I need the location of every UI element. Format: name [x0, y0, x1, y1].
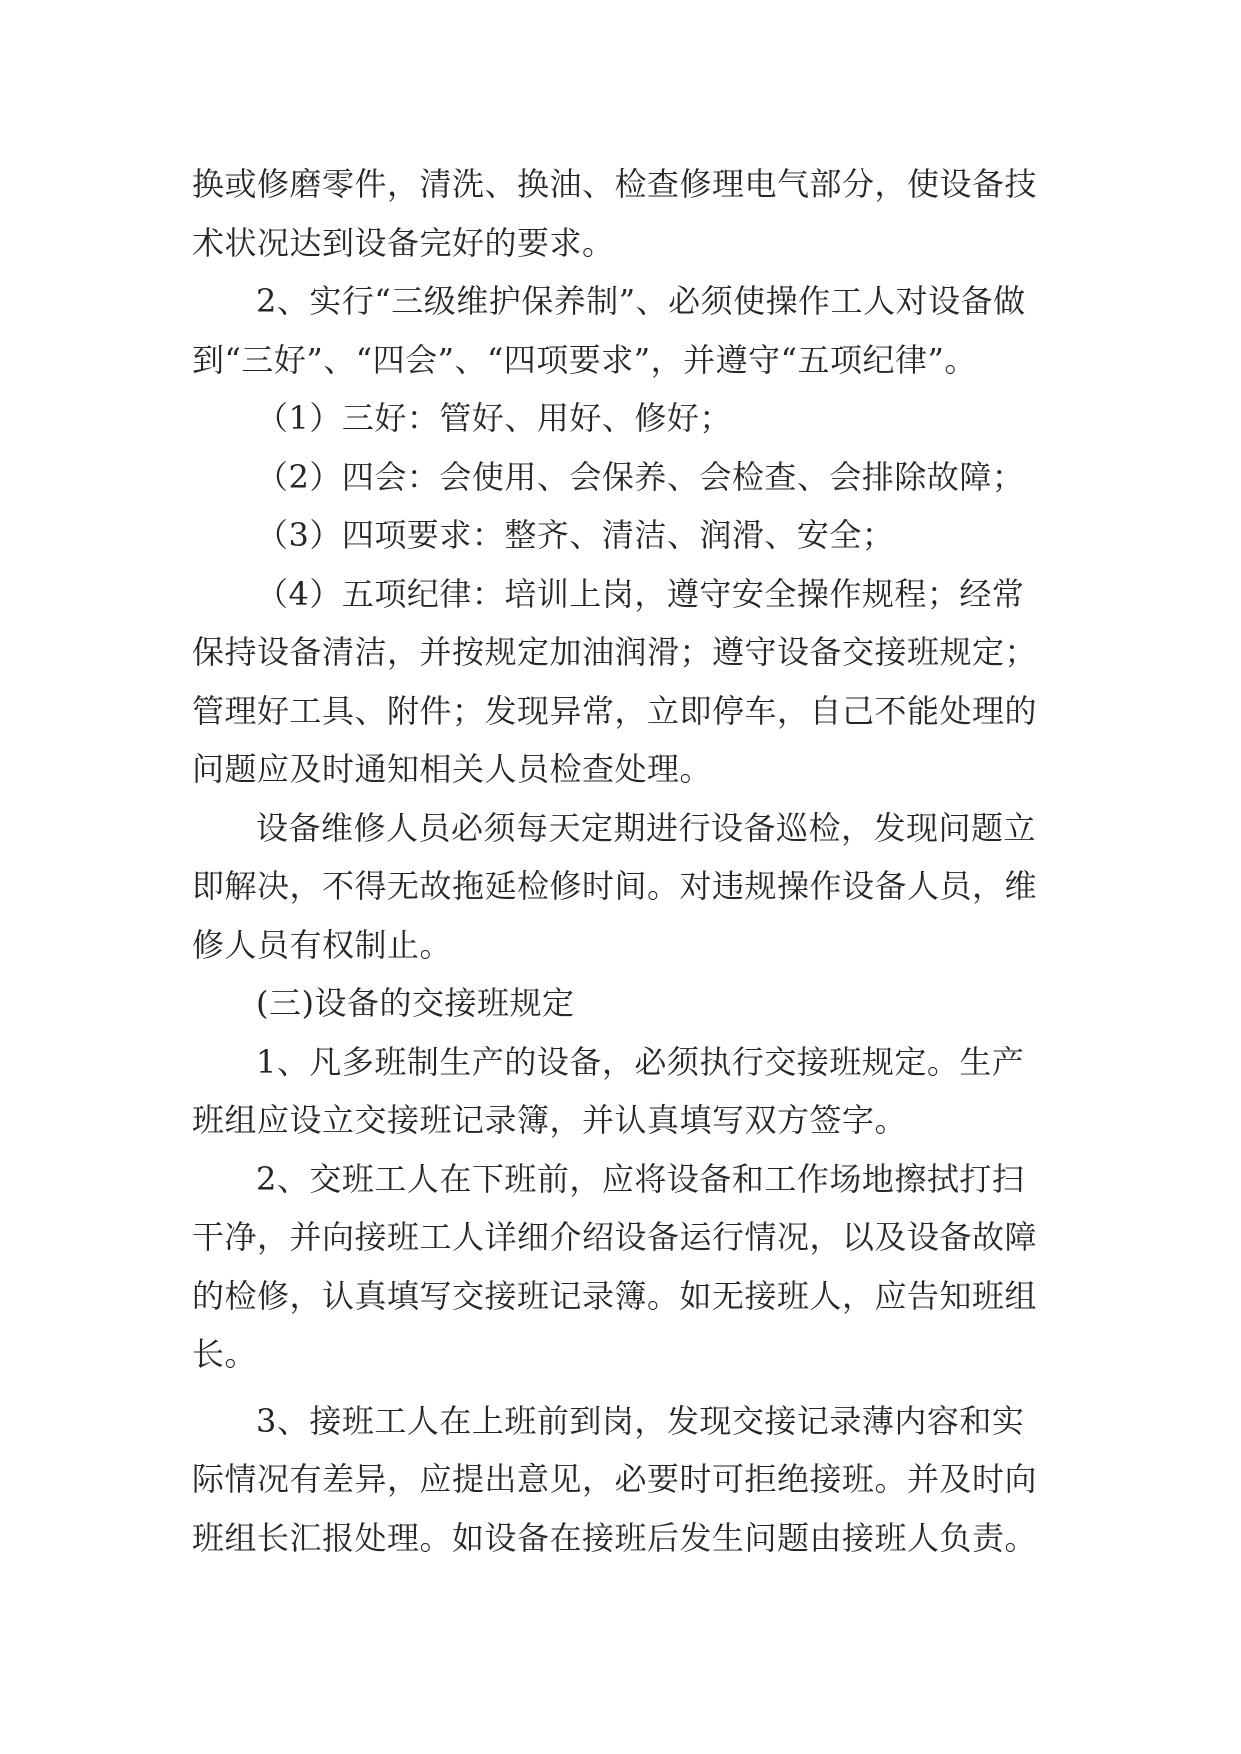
- text-line: 保持设备清洁，并按规定加油润滑；遵守设备交接班规定；: [192, 633, 1038, 671]
- text-line: 术状况达到设备完好的要求。: [192, 223, 615, 262]
- text-line: 2、交班工人在下班前，应将设备和工作场地擦拭打扫: [256, 1159, 1025, 1198]
- text-line: 到“三好”、“四会”、“四项要求”，并遵守“五项纪律”。: [192, 340, 977, 379]
- list-item: （3）四项要求：整齐、清洁、润滑、安全；: [256, 516, 895, 554]
- text-line: 班组长汇报处理。如设备在接班后发生问题由接班人负责。: [192, 1518, 1038, 1557]
- text-line: 换或修磨零件，清洗、换油、检查修理电气部分，使设备技: [192, 165, 1038, 203]
- text-line: 干净，并向接班工人详细介绍设备运行情况，以及设备故障: [192, 1218, 1038, 1256]
- text-line: 际情况有差异，应提出意见，必要时可拒绝接班。并及时向: [192, 1460, 1038, 1498]
- text-line: 2、实行“三级维护保养制”、必须使操作工人对设备做: [256, 282, 1026, 320]
- section-heading: (三)设备的交接班规定: [256, 984, 575, 1022]
- text-line: 修人员有权制止。: [192, 925, 453, 964]
- document-body: [192, 155, 1082, 1567]
- text-line: 班组应设立交接班记录簿，并认真填写双方签字。: [192, 1101, 908, 1139]
- text-line: 管理好工具、附件；发现异常，立即停车，自己不能处理的: [192, 691, 1038, 730]
- text-line: 问题应及时通知相关人员检查处理。: [192, 750, 713, 788]
- text-line: 设备维修人员必须每天定期进行设备巡检，发现问题立: [256, 808, 1037, 847]
- text-line: 3、接班工人在上班前到岗，发现交接记录薄内容和实: [256, 1401, 1025, 1440]
- text-line: 1、凡多班制生产的设备，必须执行交接班规定。生产: [256, 1042, 1025, 1081]
- text-line: 长。: [192, 1335, 258, 1373]
- list-item: （4）五项纪律：培训上岗，遵守安全操作规程；经常: [256, 574, 1025, 613]
- list-item: （2）四会：会使用、会保养、会检查、会排除故障；: [256, 457, 1025, 496]
- list-item: （1）三好：管好、用好、修好；: [256, 399, 732, 437]
- text-line: 的检修，认真填写交接班记录簿。如无接班人，应告知班组: [192, 1276, 1038, 1315]
- text-line: 即解决，不得无故拖延检修时间。对违规操作设备人员，维: [192, 867, 1038, 905]
